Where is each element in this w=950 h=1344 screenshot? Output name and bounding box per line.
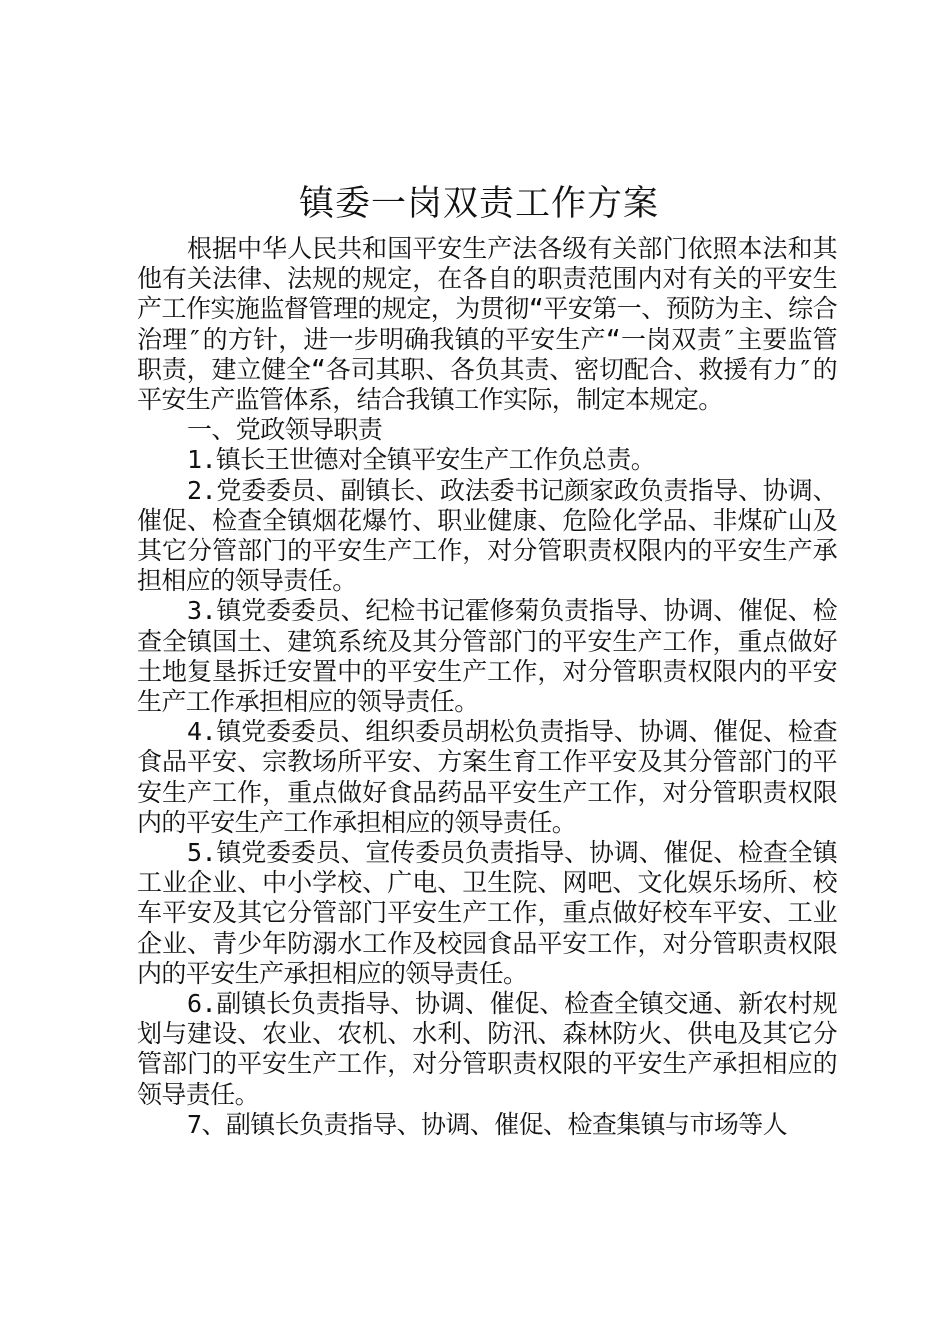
section-heading: 一、党政领导职责: [187, 415, 383, 445]
intro-paragraph: 根据中华人民共和国平安生产法各级有关部门依照本法和其他有关法律、法规的规定，在各自的职责范围内对有关的平安生产工作实施监督管理的规定，为贯彻“平安第一、预防为主、综合治理″的方针，进一步明确我镇的平安生产“一岗双责″主要监管职责，建立健全“各司其职、各负其责、密切配合、救援有力″的平安生产监管体系，结合我镇工作实际，制定本规定。: [137, 234, 837, 415]
duty-item-5: 5.镇党委委员、宣传委员负责指导、协调、催促、检查全镇工业企业、中小学校、广电、卫生院、网吧、文化娱乐场所、校车平安及其它分管部门平安生产工作，重点做好校车平安、工业企业、青少年防溺水工作及校园食品平安工作，对分管职责权限内的平安生产承担相应的领导责任。: [137, 838, 837, 988]
duty-item-6: 6.副镇长负责指导、协调、催促、检查全镇交通、新农村规划与建设、农业、农机、水利、防汛、森林防火、供电及其它分管部门的平安生产工作，对分管职责权限的平安生产承担相应的领导责任。: [137, 989, 837, 1109]
document-title: 镇委一岗双责工作方案: [298, 184, 659, 224]
duty-item-7: 7、副镇长负责指导、协调、催促、检查集镇与市场等人: [187, 1109, 788, 1139]
duty-item-3: 3.镇党委委员、纪检书记霍修菊负责指导、协调、催促、检查全镇国土、建筑系统及其分管部门的平安生产工作，重点做好土地复垦拆迁安置中的平安生产工作，对分管职责权限内的平安生产工作承担相应的领导责任。: [137, 596, 837, 717]
duty-item-4: 4.镇党委委员、组织委员胡松负责指导、协调、催促、检查食品平安、宗教场所平安、方案生育工作平安及其分管部门的平安生产工作，重点做好食品药品平安生产工作，对分管职责权限内的平安生产工作承担相应的领导责任。: [137, 717, 837, 837]
document-body: [137, 234, 837, 1140]
duty-item-1: 1.镇长王世德对全镇平安生产工作负总责。: [187, 445, 656, 475]
duty-item-2: 2.党委委员、副镇长、政法委书记颜家政负责指导、协调、催促、检查全镇烟花爆竹、职业健康、危险化学品、非煤矿山及其它分管部门的平安生产工作，对分管职责权限内的平安生产承担相应的领导责任。: [137, 475, 837, 596]
